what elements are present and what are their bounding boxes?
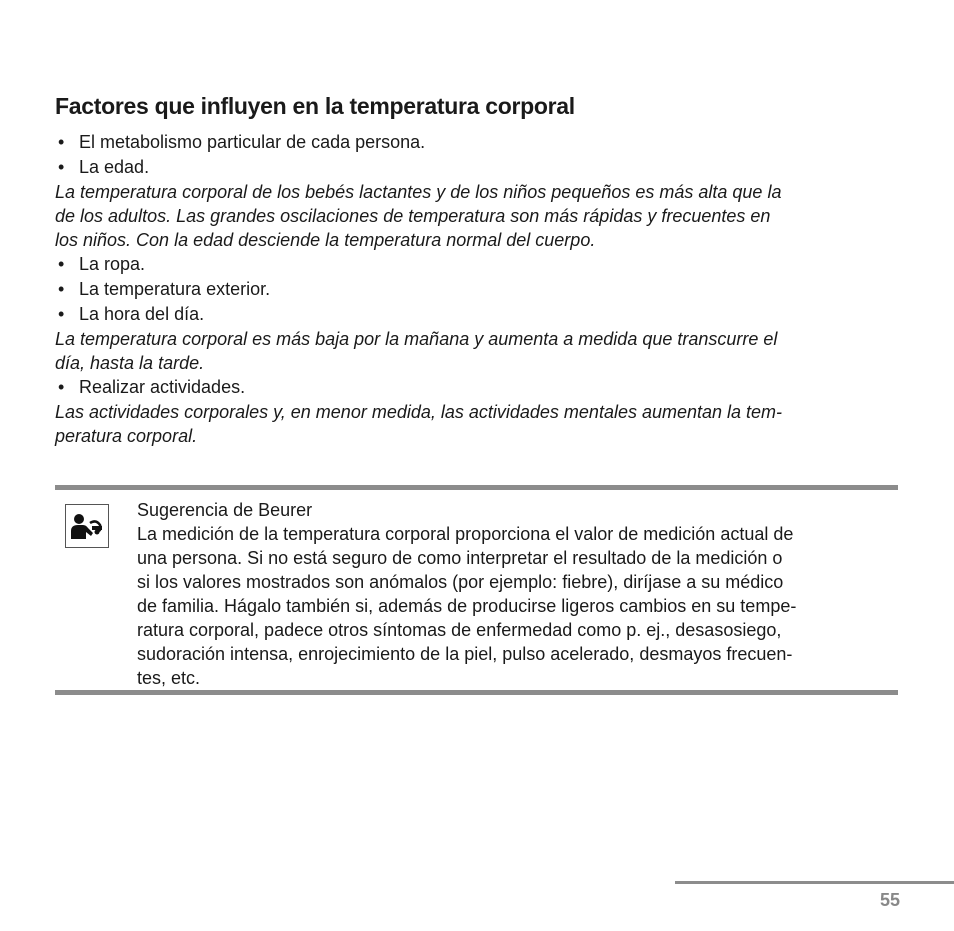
tip-line: si los valores mostrados son anómalos (por ejemplo: fiebre), diríjase a su médico <box>137 572 784 592</box>
tip-content <box>137 498 902 690</box>
note-activities <box>55 400 900 448</box>
tip-line: tes, etc. <box>137 668 201 688</box>
bullet-icon: • <box>58 254 65 274</box>
bullet-icon: • <box>58 377 65 397</box>
bullet-icon: • <box>58 279 65 299</box>
tip-line: ratura corporal, padece otros síntomas de enfermedad como p. ej., desasosiego, <box>137 620 782 640</box>
note-line: peratura corporal. <box>55 426 198 446</box>
section-heading: Factores que influyen en la temperatura corporal <box>55 93 575 119</box>
tip-line: La medición de la temperatura corporal proporciona el valor de medición actual de <box>137 524 794 544</box>
note-line: La temperatura corporal de los bebés lactantes y de los niños pequeños es más alta que la <box>55 182 782 202</box>
list-item-text: El metabolismo particular de cada persona. <box>79 132 426 152</box>
bullet-icon: • <box>58 132 65 152</box>
list-item-text: Realizar actividades. <box>79 377 246 397</box>
footer-rule <box>675 881 954 884</box>
list-item-text: La ropa. <box>79 254 146 274</box>
list-item-text: La edad. <box>79 157 150 177</box>
bullet-icon: • <box>58 157 65 177</box>
list-item-text: La temperatura exterior. <box>79 279 271 299</box>
note-line: La temperatura corporal es más baja por la mañana y aumenta a medida que transcurre el <box>55 329 778 349</box>
document-body <box>55 92 900 448</box>
doctor-icon <box>65 504 109 548</box>
note-age <box>55 180 900 252</box>
note-line: día, hasta la tarde. <box>55 353 205 373</box>
note-line: los niños. Con la edad desciende la temperatura normal del cuerpo. <box>55 230 596 250</box>
tip-line: de familia. Hágalo también si, además de producirse ligeros cambios en su tempe- <box>137 596 797 616</box>
note-line: Las actividades corporales y, en menor medida, las actividades mentales aumentan la tem- <box>55 402 783 422</box>
list-item-text: La hora del día. <box>79 304 205 324</box>
tip-box <box>55 485 898 695</box>
tip-line: una persona. Si no está seguro de como interpretar el resultado de la medición o <box>137 548 783 568</box>
tip-line: sudoración intensa, enrojecimiento de la piel, pulso acelerado, desmayos frecuen- <box>137 644 793 664</box>
note-line: de los adultos. Las grandes oscilaciones de temperatura son más rápidas y frecuentes en <box>55 206 771 226</box>
list-item-outside-temperature <box>55 277 900 302</box>
list-item-metabolism <box>55 130 900 155</box>
bullet-icon: • <box>58 304 65 324</box>
note-time-of-day <box>55 327 900 375</box>
list-item-time-of-day <box>55 302 900 327</box>
tip-title: Sugerencia de Beurer <box>137 500 313 520</box>
page-number: 55 <box>879 890 900 910</box>
list-item-clothing <box>55 252 900 277</box>
list-item-activities <box>55 375 900 400</box>
list-item-age <box>55 155 900 180</box>
